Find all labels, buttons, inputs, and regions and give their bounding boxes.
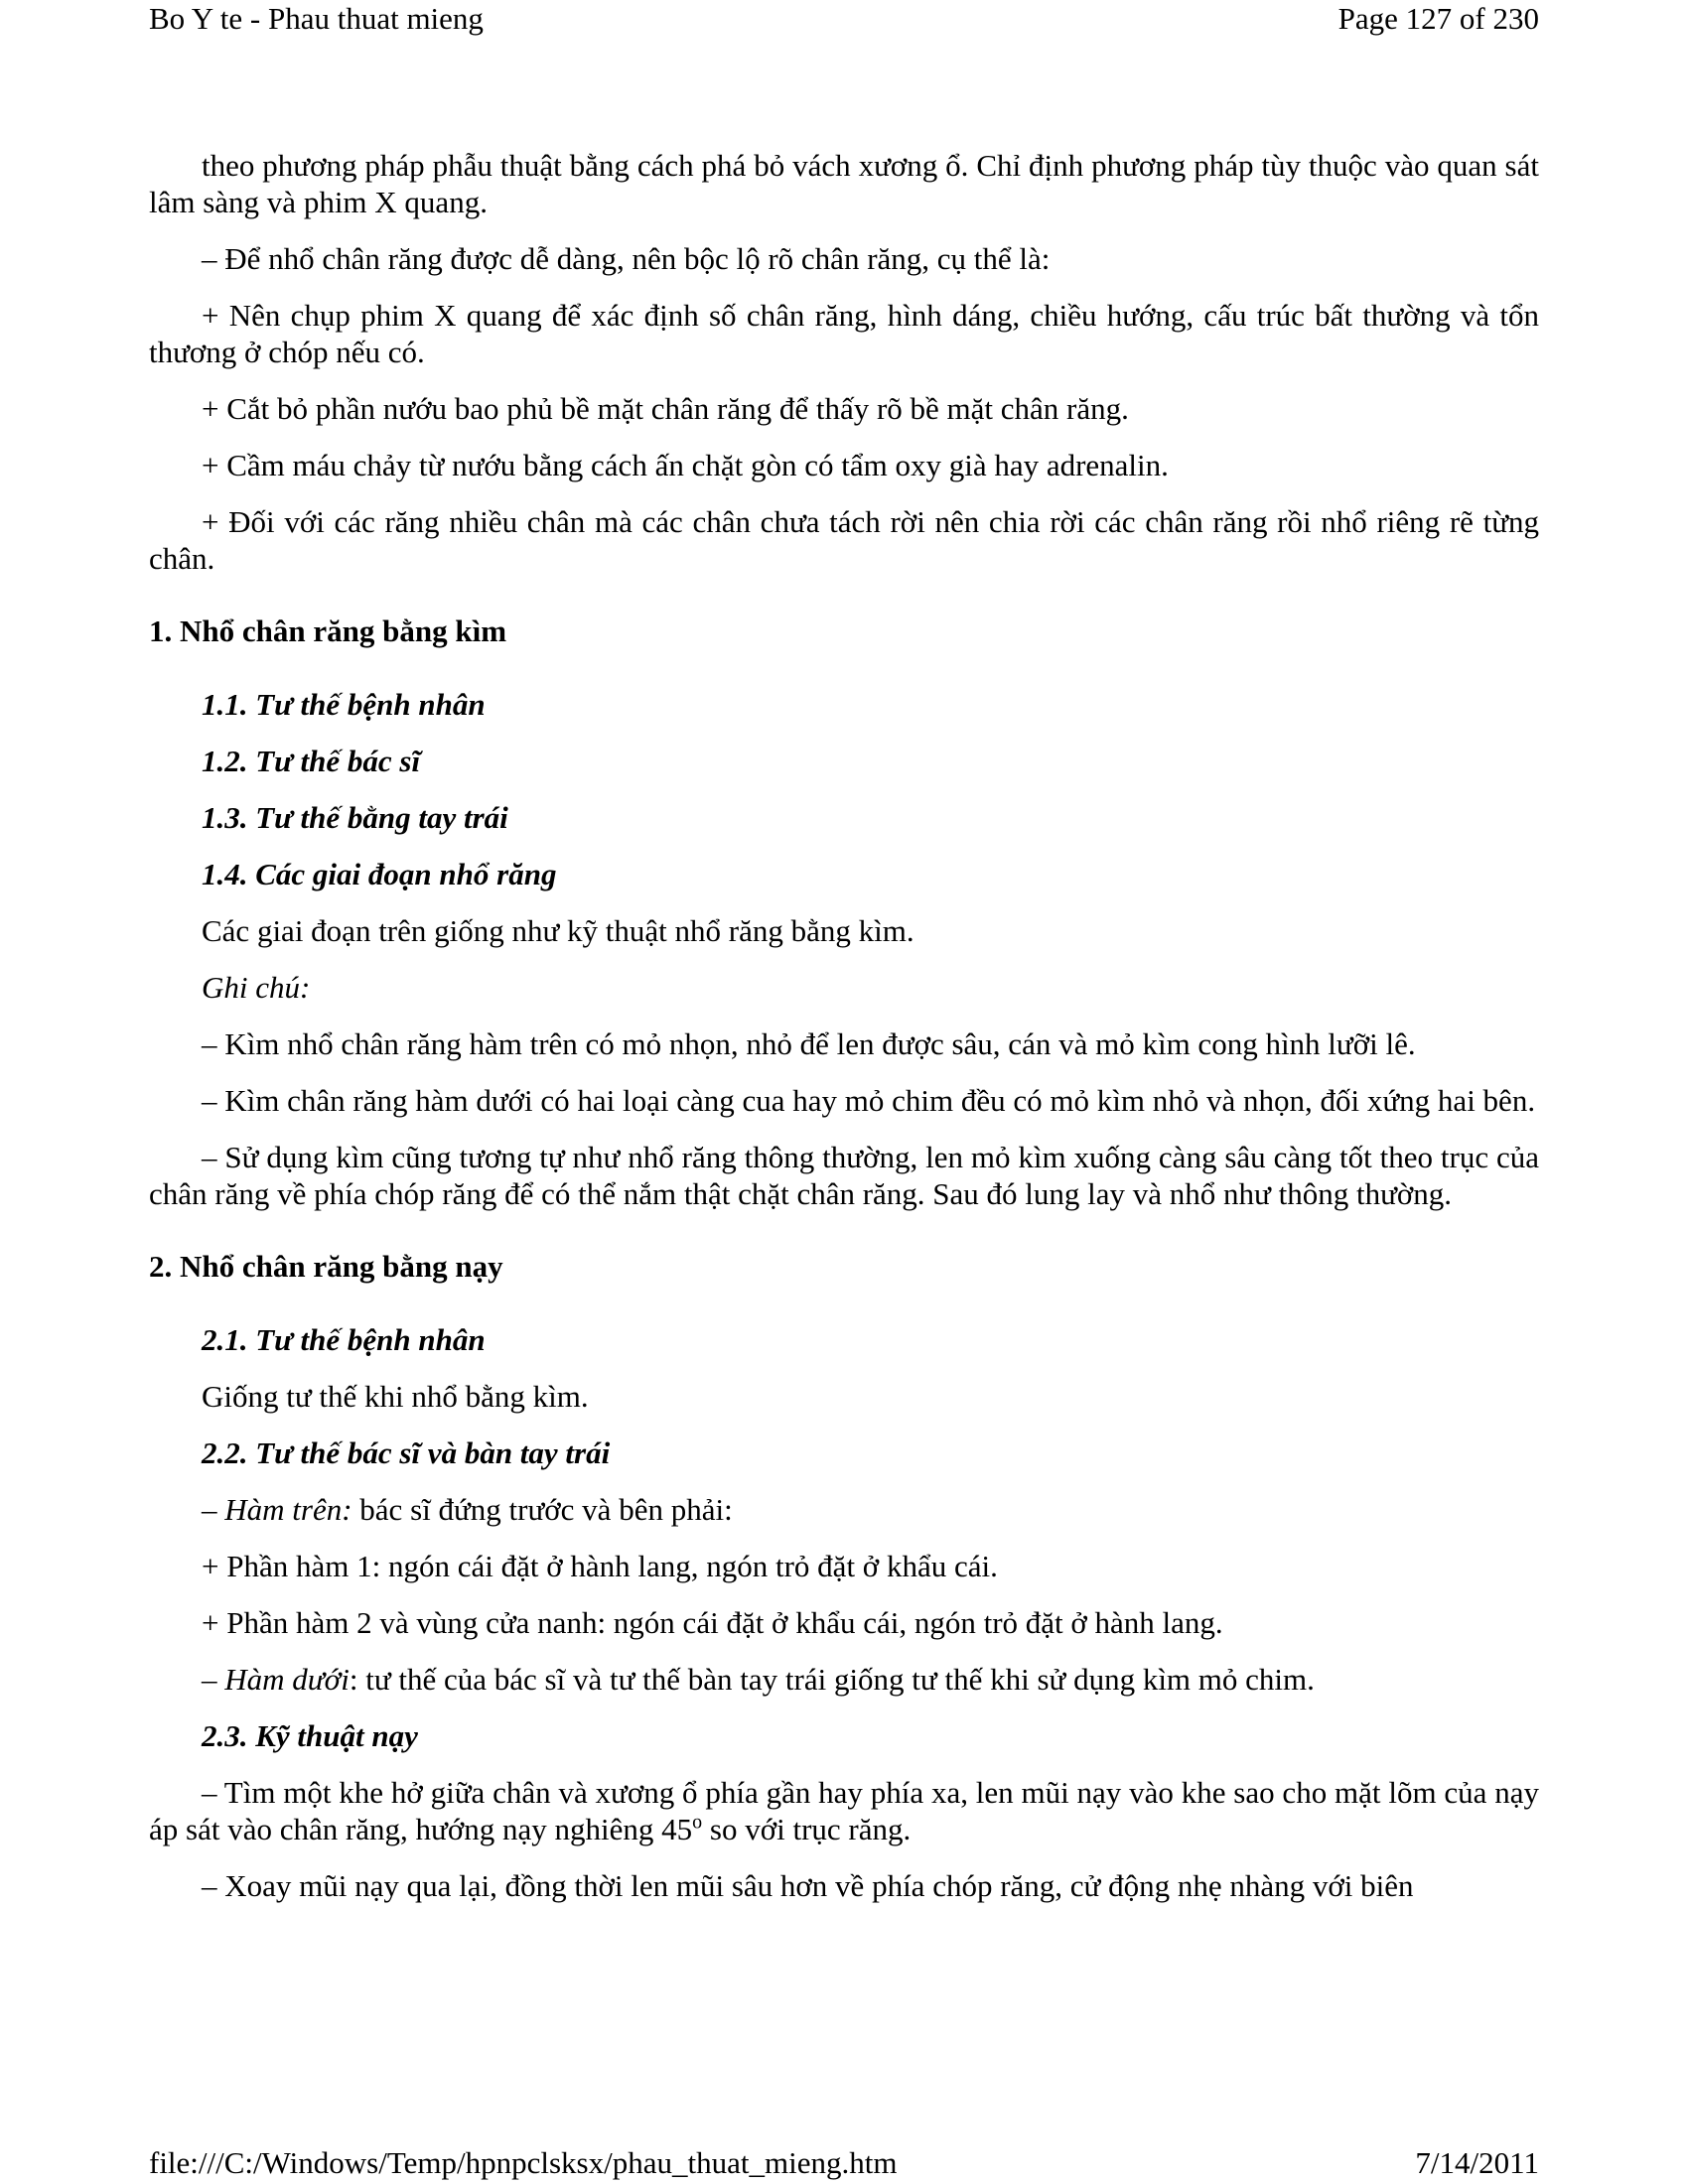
paragraph-text: so với trục răng. <box>702 1812 912 1846</box>
paragraph: – Xoay mũi nạy qua lại, đồng thời len mũi sâu hơn về phía chóp răng, cử động nhẹ nhàng với biên <box>202 1868 1414 1903</box>
paragraph: + Nên chụp phim X quang để xác định số chân răng, hình dáng, chiều hướng, cấu trúc bất thường và tổn thương ở chóp nếu có. <box>149 298 1539 369</box>
paragraph <box>149 1774 1539 1847</box>
paragraph: + Đối với các răng nhiều chân mà các chân chưa tách rời nên chia rời các chân răng rồi nhổ riêng rẽ từng chân. <box>149 504 1539 576</box>
paragraph: + Phần hàm 1: ngón cái đặt ở hành lang, ngón trỏ đặt ở khẩu cái. <box>202 1549 998 1583</box>
paragraph: – Sử dụng kìm cũng tương tự như nhổ răng thông thường, len mỏ kìm xuống càng sâu càng tốt theo trục của chân răng về phía chóp răng để có thể nắm thật chặt chân răng. Sau đó lung lay và nhổ như thông thường. <box>149 1140 1539 1211</box>
document-body <box>149 147 1539 1924</box>
section-heading: 2. Nhổ chân răng bằng nạy <box>149 1249 503 1284</box>
paragraph: – Kìm chân răng hàm dưới có hai loại càng cua hay mỏ chim đều có mỏ kìm nhỏ và nhọn, đối xứng hai bên. <box>202 1083 1536 1118</box>
jaw-label: Hàm trên: <box>224 1492 352 1527</box>
subsection-heading: 1.4. Các giai đoạn nhổ răng <box>202 857 557 891</box>
paragraph: – Để nhổ chân răng được dễ dàng, nên bộc lộ rõ chân răng, cụ thể là: <box>202 241 1051 276</box>
paragraph: + Cắt bỏ phần nướu bao phủ bề mặt chân răng để thấy rõ bề mặt chân răng. <box>202 391 1129 426</box>
subsection-heading: 2.2. Tư thế bác sĩ và bàn tay trái <box>202 1435 611 1470</box>
subsection-heading: 2.1. Tư thế bệnh nhân <box>202 1322 486 1357</box>
footer-file-path: file:///C:/Windows/Temp/hpnpclsksx/phau_thuat_mieng.htm <box>149 2145 898 2180</box>
paragraph-text: bác sĩ đứng trước và bên phải: <box>352 1492 733 1527</box>
paragraph: Các giai đoạn trên giống như kỹ thuật nhổ răng bằng kìm. <box>202 913 914 948</box>
subsection-heading: 1.3. Tư thế bằng tay trái <box>202 800 508 835</box>
footer-date: 7/14/2011 <box>1415 2145 1539 2180</box>
dash: – <box>202 1662 225 1697</box>
subsection-heading: 1.1. Tư thế bệnh nhân <box>202 687 486 722</box>
dash: – <box>202 1492 225 1527</box>
header-page-number: Page 127 of 230 <box>1337 1 1539 36</box>
paragraph: Giống tư thế khi nhổ bằng kìm. <box>202 1379 589 1414</box>
paragraph <box>149 1491 1539 1528</box>
degree-superscript: o <box>692 1811 703 1834</box>
subsection-heading: 2.3. Kỹ thuật nạy <box>202 1718 418 1753</box>
header-title: Bo Y te - Phau thuat mieng <box>149 1 484 36</box>
section-heading: 1. Nhổ chân răng bằng kìm <box>149 614 507 648</box>
paragraph: + Cầm máu chảy từ nướu bằng cách ấn chặt gòn có tẩm oxy già hay adrenalin. <box>202 448 1169 482</box>
paragraph-text: : tư thế của bác sĩ và tư thế bàn tay trái giống tư thế khi sử dụng kìm mỏ chim. <box>349 1662 1315 1697</box>
paragraph: + Phần hàm 2 và vùng cửa nanh: ngón cái đặt ở khẩu cái, ngón trỏ đặt ở hành lang. <box>202 1605 1223 1640</box>
subsection-heading: 1.2. Tư thế bác sĩ <box>202 744 421 778</box>
paragraph: – Kìm nhổ chân răng hàm trên có mỏ nhọn, nhỏ để len được sâu, cán và mỏ kìm cong hình lưỡi lê. <box>202 1026 1416 1061</box>
jaw-label: Hàm dưới <box>224 1662 350 1697</box>
paragraph <box>149 1661 1539 1698</box>
paragraph: theo phương pháp phẫu thuật bằng cách phá bỏ vách xương ổ. Chỉ định phương pháp tùy thuộc vào quan sát lâm sàng và phim X quang. <box>149 148 1539 219</box>
note-label: Ghi chú: <box>202 970 311 1005</box>
paragraph-text: – Tìm một khe hở giữa chân và xương ổ phía gần hay phía xa, len mũi nạy vào khe sao cho mặt lõm của nạy áp sát vào chân răng, hướng nạy nghiêng 45 <box>149 1775 1539 1846</box>
